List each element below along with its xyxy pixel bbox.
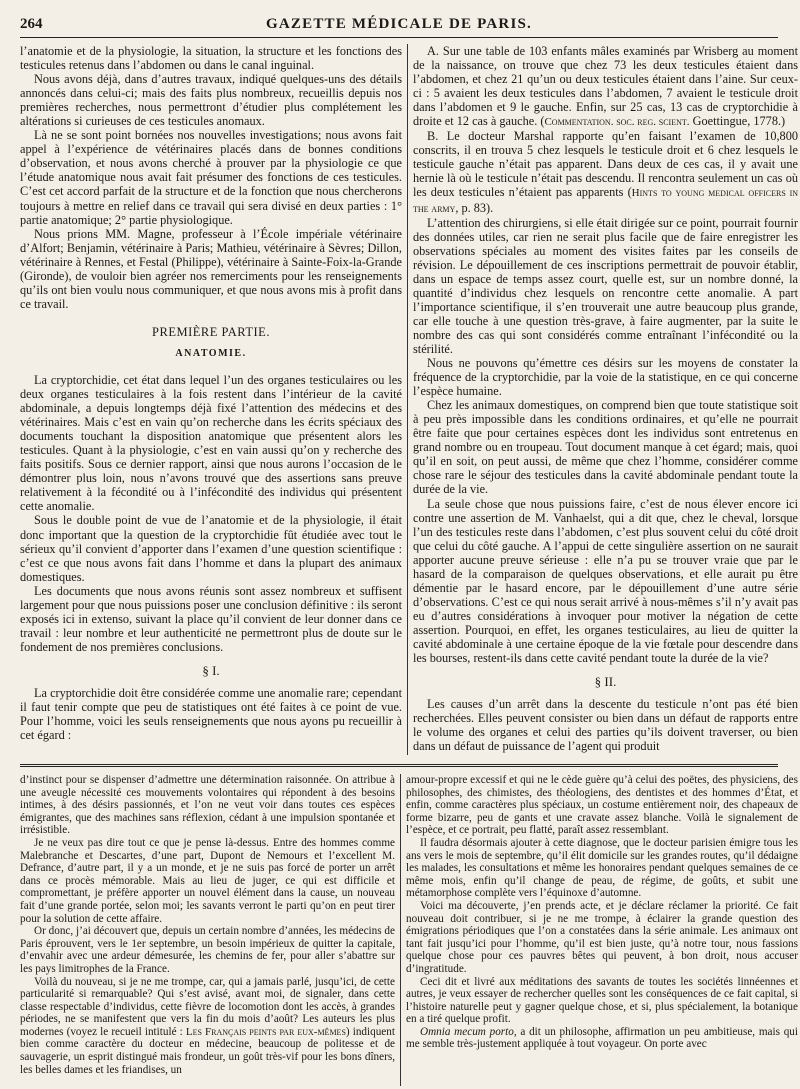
paragraph: La seule chose que nous puissions faire, c’est de nous élever encore ici contre une assertion de M. Vanhaelst, qui a dit que, chez le cheval, lorsque l’un des testicules reste dans l’abdomen, c’est plus souvent celui du côté droit que celui du côté gauche. A l’appui de cette singulière assertion on ne saurait apporter aucune preuve sérieuse : elle n’a pu se trouver vraie que par le hasard de la comparaison de quelques observations, et elle aurait pu être démentie par le hasard encore, par le dépouillement d’une autre série d’observations. C’est ce qui nous serait arrivé à nous-mêmes s’il n’y avait pas eu d’autres considérations à invoquer pour motiver la négation de cette assertion. Pourquoi, en effet, les organes testiculaires, au lieu de quitter la cavité abdominale à une certaine époque de la vie fœtale pour descendre dans les bourses, restent-ils dans cette cavité pendant toute la durée de la vie? (413, 496, 798, 666)
paragraph: Chez les animaux domestiques, on comprend bien que toute statistique soit à peu près impossible dans les conditions ordinaires, et qu’elle ne pourrait être faite que pour certaines espèces dont les individus sont entretenus en grand nombre ou en troupeau. Tout document manque à cet égard; mais, quoi qu’il en soit, on peut aussi, de même que chez l’homme, considérer comme chose rare le séjour des testicules dans la cavité abdominale pendant toute la durée de la vie. (413, 398, 798, 497)
paragraph-a-reference: Commentation. soc. reg. scient. (544, 116, 690, 129)
paragraph (20, 976, 395, 1077)
paragraph: Il faudra désormais ajouter à cette diagnose, que le docteur parisien émigre tous les ans vers le mois de septembre, qu’il élit domicile sur les grandes routes, qu’il dédaigne les malades, les consultations et même les honoraires pendant quelques semaines de ce même mois, enfin qu’il change de peau, de régime, de goûts, et subit une métamorphose complète vers l’équinoxe d’automne. (406, 836, 798, 900)
paragraph: Nous prions MM. Magne, professeur à l’École impériale vétérinaire d’Alfort; Benjamin, vétérinaire à Paris; Mathieu, vétérinaire à Sèvres; Dillon, vétérinaire à Rennes, et Festal (Philippe), vétérinaire à Sainte-Foix-la-Grande (Gironde), de vouloir bien agréer nos remerciments pour les renseignements qu’ils ont bien voulu nous communiquer, et que nous avons mis à profit dans ce travail. (20, 226, 402, 311)
paragraph: Les causes d’un arrêt dans la descente du testicule n’ont pas été bien recherchées. Elles peuvent consister ou bien dans un défaut de rapports entre le volume des organes et celui des parties qu’ils doivent traverser, ou bien dans un défaut de puissance de l’agent qui produit (413, 697, 798, 754)
paragraph: Je ne veux pas dire tout ce que je pense là-dessus. Entre des hommes comme Malebranche et Descartes, d’une part, Dupont de Nemours et l’excellent M. Defrance, d’autre part, il y a un monde, et je ne suis pas forcé de porter un arrêt dans ce procès mémorable. Mais au lieu de juger, ce qui est difficile et compromettant, je préfère apporter un nouvel élément dans la cause, un nouveau fait d’une grande portée, selon moi; les savants verront le parti qu’on en peut tirer pour la solution de cette affaire. (20, 836, 395, 925)
paragraph-end: , a dit un philosophe, affirmation un peu ambitieuse, mais qui me semble très-justement appliquée à tout voyageur. On porte avec (406, 1025, 798, 1051)
paragraph-b-text: B. Le docteur Marshal rapporte qu’en faisant l’examen de 10,800 conscrits, il en trouva 5 chez lesquels le testicule droit et 6 chez lesquels le testicule gauche n’était pas apparent. Dans deux de ces cas, il y avait une hernie là où le testicule n’était pas descendu. Il rencontra seulement un cas où les deux testicules n’étaient pas apparents ( (413, 129, 798, 200)
paragraph: La cryptorchidie, cet état dans lequel l’un des organes testiculaires ou les deux organes testiculaires à la fois restent dans l’intérieur de la cavité abdominale, a depuis longtemps déjà fixé l’attention des médecins et des vétérinaires. Mais c’est en vain qu’on recherche dans les écrits spéciaux des documents touchant la disposition anatomique que présentent alors les testicules. Quant à la physiologie, c’est en vain aussi qu’on y recherche des faits positifs. Sous ce dernier rapport, ainsi que nous aurons l’occasion de le démontrer plus loin, nous n’avons trouvé que des assertions sans preuve relativement à la fécondité ou à l’infécondité des individus qui présentent cette anomalie. (20, 372, 402, 514)
paragraph-b-reference: Hints to young medical officers in the army (413, 187, 798, 215)
section-heading-1: § I. (202, 662, 220, 678)
paragraph: Voici ma découverte, j’en prends acte, et je déclare réclamer la priorité. Ce fait nouveau doit contribuer, si je ne me trompe, à éclairer la grande question des émigrations périodiques que l’on a constatées dans la série animale. Les animaux ont tant fait jusqu’ici pour l’homme, qu’il est bien juste, qu’à notre tour, nous fassions quelque chose pour ces pauvres bêtes qui peuvent, à bon droit, nous accuser d’ingratitude. (406, 899, 798, 975)
paragraph: l’anatomie et de la physiologie, la situation, la structure et les fonctions des testicules retenus dans l’abdomen ou dans le canal inguinal. (20, 44, 402, 73)
paragraph: Ceci dit et livré aux méditations des savants de toutes les sociétés linnéennes et autres, je veux essayer de rechercher quelles sont les conséquences de ce fait capital, si l’histoire naturelle peut y gagner quelque chose, et si, plus spécialement, la botanique en a tiré quelque profit. (406, 975, 798, 1026)
book-reference: Les Français peints par eux-mêmes (185, 1025, 346, 1038)
feuilleton-right-column (406, 774, 798, 1086)
section-heading-2: § II. (594, 674, 617, 690)
journal-title: GAZETTE MÉDICALE DE PARIS. (266, 16, 532, 32)
paragraph: Sous le double point de vue de l’anatomie et de la physiologie, il était donc important que la question de la cryptorchidie fût étudiée avec tout le sérieux qu’il convient d’apporter dans l’examen d’une question scientifique : c’est ce que nous avons fait dans l’homme et dans la plupart des animaux domestiques. (20, 513, 402, 584)
paragraph-b (413, 129, 798, 215)
part-subheading: ANATOMIE. (175, 347, 247, 359)
latin-quote: Omnia mecum porto (420, 1025, 514, 1038)
paragraph: Les documents que nous avons réunis sont assez nombreux et suffisent largement pour que nous puissions poser une conclusion définitive : ils seront exposés ici in extenso, suivant la place qu’il convient de leur donner dans ce travail : leur nombre et leur authenticité ne permettront plus de doute sur le fondement de nos premières conclusions. (20, 583, 402, 654)
paragraph: La cryptorchidie doit être considérée comme une anomalie rare; cependant il faut tenir compte que peu de statistiques ont été faites à ce point de vue. Pour l’homme, voici les seuls renseignements que nous ayons pu recueillir à cet égard : (20, 685, 402, 743)
article-body (20, 44, 798, 755)
paragraph: Là ne se sont point bornées nos nouvelles investigations; nous avons fait appel à l’expérience de vétérinaires placés dans de bonnes conditions d’observation, et nous avons cherché à prouver par la physiologie ce que l’étude anatomique nous avait fait présumer des fonctions de ces testicules. C’est cet accord parfait de la structure et de la fonction que nous chercherons toujours à mettre en relief dans ce travail qui sera divisé en deux parties : 1° partie anatomique; 2° partie physiologique. (20, 128, 402, 227)
feuilleton-left-column (20, 774, 395, 1086)
page-header (20, 16, 778, 38)
paragraph-end: ) indiquent bien comme caractère du docteur en médecine, beaucoup de politesse et de sauvagerie, un esprit distingué mais frondeur, un goût très-vif pour les bons dîners, les belles dames et les friandises, un (20, 1025, 395, 1076)
paragraph-a-text: A. Sur une table de 103 enfants mâles examinés par Wrisberg au moment de la naissance, on trouve que chez 73 les deux testicules étaient dans l’abdomen, et chez 21 qu’un ou deux testicules étaient dans l’aine. Sur ceux-ci : 5 avaient les deux testicules dans l’abdomen, 7 avaient le testicule droit dans l’abdomen et 9 le gauche. Enfin, sur 25 cas, 13 cas de cryptorchidie à droite et 12 cas à gauche. ( (413, 44, 798, 129)
paragraph: d’instinct pour se dispenser d’admettre une détermination raisonnée. On attribue à une aveugle nécessité ces mouvements volontaires qui répondent à des besoins intimes, à des désirs passionnés, et l’on ne veut voir dans toutes ces espèces émigrantes, que des machines sans réflexion, cédant à une impulsion spontanée et irrésistible. (20, 774, 395, 837)
paragraph-text: Voilà du nouveau, si je ne me trompe, car, qui a jamais parlé, jusqu’ici, de cette particularité si remarquable? Qui s’est avisé, avant moi, de signaler, dans cette classe respectable d’individus, cette fièvre de locomotion dont les accès, à grandes périodes, ne se manifestent que vers la fin du mois d’août? Les auteurs les plus modernes (voyez le recueil intitulé : (20, 975, 395, 1038)
feuilleton-column-rule (400, 774, 401, 1086)
right-column (413, 44, 798, 755)
part-heading: PREMIÈRE PARTIE. (152, 324, 270, 339)
paragraph: L’attention des chirurgiens, si elle était dirigée sur ce point, pourrait fournir des données utiles, car rien ne serait plus facile que de faire enregistrer les observations spéciales au moment des visites faites par les conseils de révision. Le dépouillement de ces inscriptions permettrait de pouvoir établir, dans un espace de temps assez court, quelle est, sur un nombre donné, la quantité d’individus chez lesquels on rencontre cette anomalie. A part l’importance scientifique, il s’en trouverait une autre beaucoup plus grande, car elle touche à une question très-grave, à faire augmenter, par la suite le nombre des cas qui sont considérés comme entraînant l’infécondité ou la stérilité. (413, 215, 798, 356)
paragraph-a (413, 44, 798, 129)
left-column (20, 44, 402, 755)
paragraph-b-end: , p. 83). (455, 200, 494, 215)
feuilleton (20, 774, 798, 1086)
paragraph-a-end: Goettingue, 1778.) (689, 114, 786, 129)
paragraph: Nous avons déjà, dans d’autres travaux, indiqué quelques-uns des détails annoncés dans celui-ci; mais des faits plus nombreux, recueillis depuis nos premières recherches, nous permettront d’étudier plus complétement les altérations si curieuses de ces testicules anomaux. (20, 72, 402, 129)
paragraph (406, 1026, 798, 1051)
column-rule (407, 44, 408, 755)
paragraph: Nous ne pouvons qu’émettre ces désirs sur les moyens de constater la fréquence de la cryptorchidie, par la voie de la statistique, en ce qui concerne l’espèce humaine. (413, 356, 798, 399)
paragraph: amour-propre excessif et qui ne le cède guère qu’à celui des poëtes, des physiciens, des philosophes, des chimistes, des théologiens, des dentistes et des hommes d’État, et enfin, comme caractères plus spéciaux, un costume entièrement noir, des chapeaux de forme bizarre, peu de gants et une cravate assez blanche. Voilà le signalement de l’espèce, et ce portrait, peu flatté, paraît assez ressemblant. (406, 774, 798, 837)
feuilleton-divider (20, 764, 778, 767)
paragraph: Or donc, j’ai découvert que, depuis un certain nombre d’années, les médecins de Paris éprouvent, vers le 1er septembre, un besoin impérieux de quitter la capitale, d’envahir avec une ardeur démesurée, les chemins de fer, pour aller s’abattre sur les pays limitrophes de la France. (20, 925, 395, 975)
page-number: 264 (20, 16, 43, 32)
